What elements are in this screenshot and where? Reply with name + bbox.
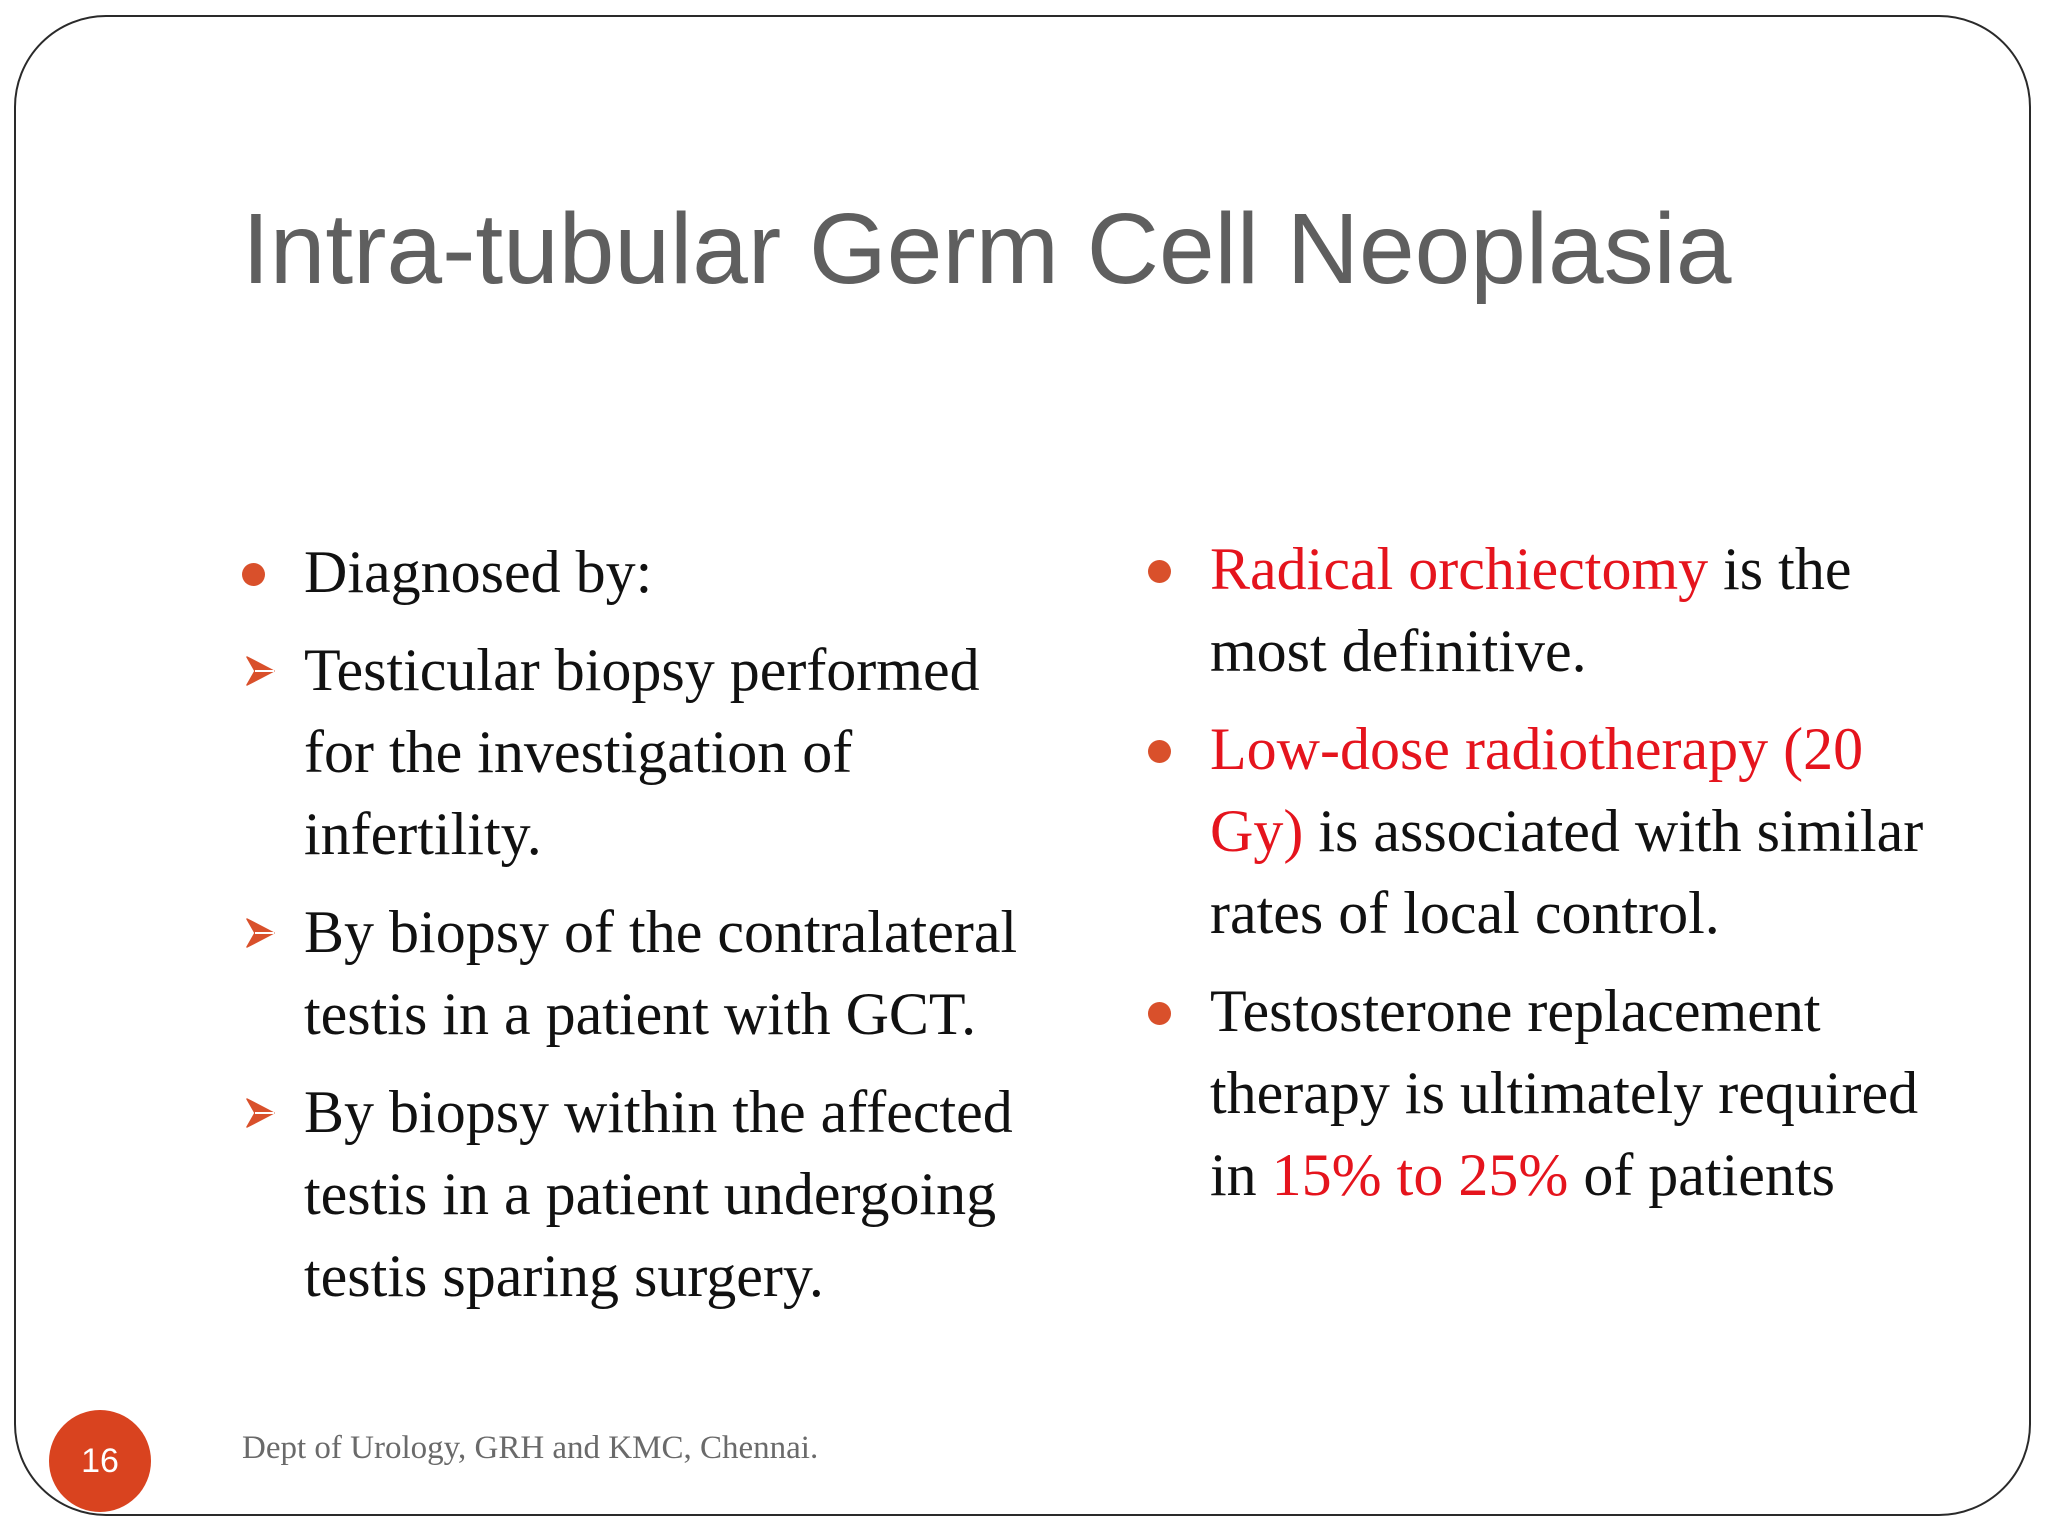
slide-title: Intra-tubular Germ Cell Neoplasia [242, 193, 1732, 305]
highlight-text: Radical orchiectomy [1210, 536, 1709, 602]
sub-bullet-item [242, 891, 1042, 1055]
bullet-item [242, 531, 1042, 613]
sub-bullet-text: By biopsy of the contralateral testis in a patient with GCT. [304, 899, 1018, 1047]
bullet-text: Diagnosed by: [304, 539, 653, 605]
sub-bullet-text: By biopsy within the affected testis in a patient undergoing testis sparing surgery. [304, 1079, 1013, 1309]
right-column [1148, 528, 1968, 1232]
round-bullet-icon [242, 563, 265, 586]
arrow-bullet-icon [244, 653, 278, 689]
round-bullet-icon [1148, 560, 1171, 583]
slide-footer: Dept of Urology, GRH and KMC, Chennai. [242, 1430, 819, 1466]
round-bullet-icon [1148, 1002, 1171, 1025]
slide-frame [14, 15, 2031, 1516]
arrow-bullet-icon [244, 915, 278, 951]
bullet-item [1148, 970, 1968, 1216]
round-bullet-icon [1148, 740, 1171, 763]
slide-number-badge: 16 [49, 1410, 151, 1512]
arrow-bullet-icon [244, 1095, 278, 1131]
left-column [242, 531, 1042, 1333]
highlight-text: 15% to 25% [1271, 1142, 1569, 1208]
bullet-text: is the most definitive. [1210, 536, 1852, 684]
bullet-text: is associated with similar rates of local control. [1210, 798, 1924, 946]
bullet-item [1148, 708, 1968, 954]
sub-bullet-item [242, 629, 1042, 875]
bullet-text: of patients [1568, 1142, 1835, 1208]
sub-bullet-item [242, 1071, 1042, 1317]
sub-bullet-text: Testicular biopsy performed for the investigation of infertility. [304, 637, 980, 867]
bullet-item [1148, 528, 1968, 692]
highlight-text: Low-dose radiotherapy (20 Gy) [1210, 716, 1864, 864]
bullet-text: Testosterone replacement therapy is ultimately required in [1210, 978, 1919, 1208]
